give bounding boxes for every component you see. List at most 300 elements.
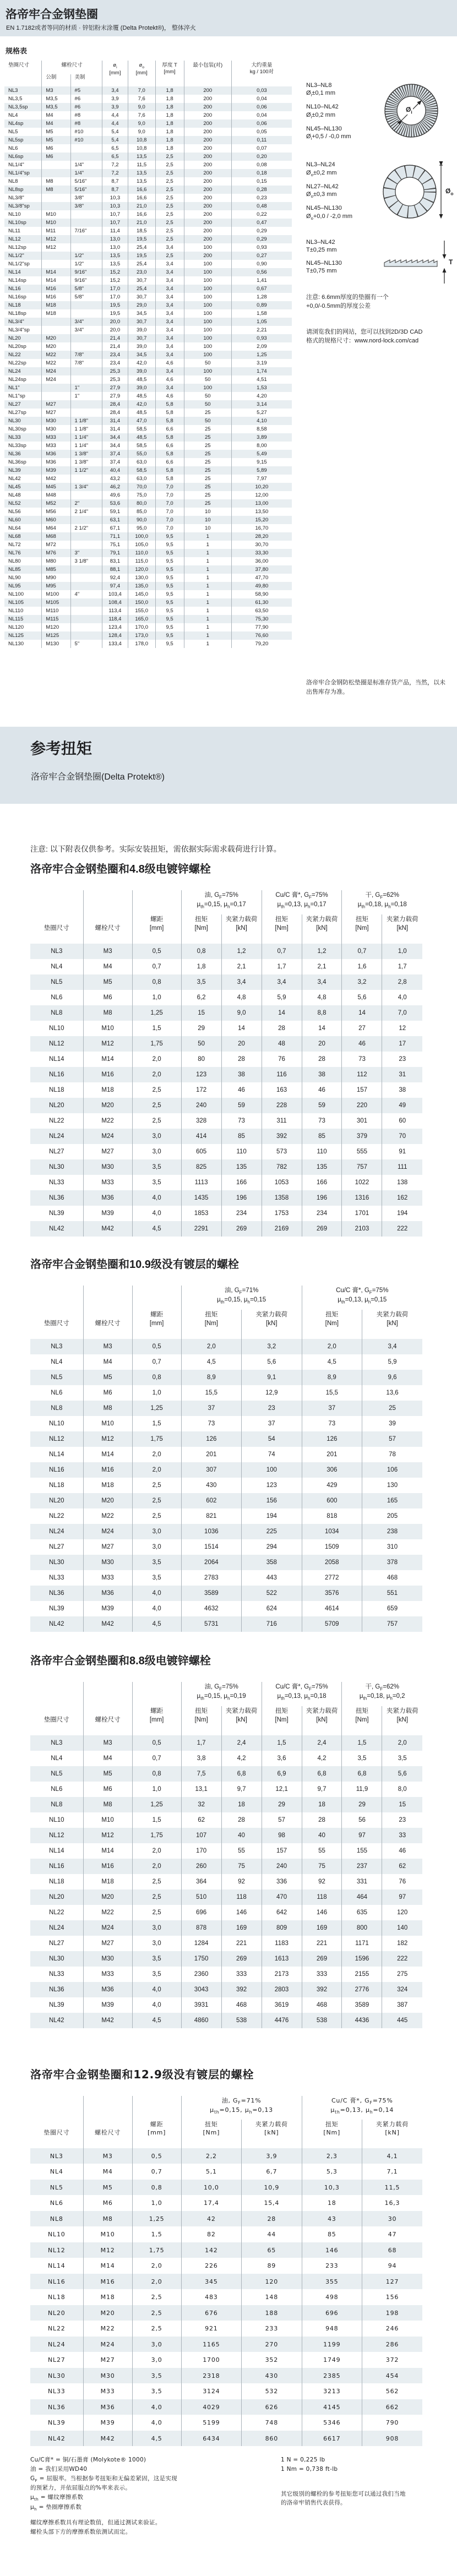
torque-table-cell: M30	[83, 1951, 132, 1967]
torque-table-cell: 2,8	[382, 974, 422, 990]
spec-table-cell	[70, 598, 102, 607]
torque-table-cell: 3,0	[132, 1144, 181, 1159]
torque-table-cell: 221	[302, 1936, 342, 1951]
spec-table-cell: NL95	[8, 582, 21, 589]
spec-table-cell: 5,8	[155, 433, 184, 442]
spec-table-cell: 70,0	[128, 483, 155, 491]
torque-table-cell: M5	[83, 1766, 132, 1782]
torque-table-cell: 2,5	[132, 2305, 181, 2321]
spec-table-cell: NL27sp	[8, 409, 26, 416]
torque-table-cell: 659	[362, 1601, 422, 1616]
spec-table-cell: 9,5	[155, 623, 184, 631]
torque-table-cell: 48	[262, 1036, 302, 1052]
torque-table-cell: 2169	[262, 1221, 302, 1237]
torque-table-cell: 908	[362, 2431, 422, 2447]
torque-table-cell: 237	[342, 1859, 382, 1874]
torque-table-cell: 169	[221, 1920, 262, 1936]
spec-table-cell: NL14sp	[8, 277, 26, 284]
torque-table-cell: NL16	[48, 2278, 66, 2285]
torque-table-cell: 59	[302, 1098, 342, 1113]
spec-table-cell: 1,8	[155, 95, 184, 103]
torque-table-cell: 123	[242, 1478, 302, 1493]
torque-table-cell: 0,7	[262, 944, 302, 959]
torque-table-cell: 11,5	[362, 2180, 422, 2196]
spec-table-cell: 3"	[70, 549, 102, 557]
torque-sub-header: 夹紧力载荷 [kN]	[242, 1310, 302, 1339]
spec-table-cell	[70, 375, 102, 384]
torque-table-cell: 3,2	[342, 974, 382, 990]
spec-table-cell: 7,0	[155, 516, 184, 524]
spec-table-cell: 30,7	[128, 334, 155, 342]
torque-table-cell: 748	[242, 2415, 302, 2431]
torque-table-cell: 98	[262, 1828, 302, 1843]
spec-table-cell: 103,4	[102, 590, 128, 598]
spec-table-cell: NL1/4"sp	[8, 170, 30, 176]
torque-table-cell: 1,75	[132, 1431, 181, 1447]
torque-table-row	[30, 1206, 422, 1221]
spec-table-cell: 9,5	[155, 549, 184, 557]
torque-table-cell: 790	[362, 2415, 422, 2431]
torque-table-cell: M4	[83, 2164, 132, 2180]
torque-table-title: 洛帝牢合金钢垫圈和8.8级电镀锌螺栓	[30, 1655, 211, 1667]
outer-diameter-tolerances: NL3–NL24 $Ø_o\pm 0,2$ mm NL27–NL42 $Ø_o\pm 0,3$ mm NL45–NL130 $Ø_o+0,0 / -2,0$ mm	[306, 161, 353, 221]
torque-table-cell: M4	[83, 959, 132, 974]
page-title: 洛帝牢合金钢垫圈	[6, 8, 98, 21]
spec-table-cell: 200	[184, 202, 231, 210]
spec-table-cell: NL6sp	[8, 153, 24, 160]
torque-group-header: 油, $G_F=71\%$ $\mu_{th}=0,15$, $\mu_h=0,13$	[181, 2096, 302, 2120]
torque-table-cell: M30	[83, 1555, 132, 1570]
torque-table	[30, 2096, 422, 2446]
spec-table-cell: M16	[42, 285, 70, 293]
torque-table-cell: 3589	[181, 1586, 241, 1601]
spec-table-cell: 3,9	[102, 103, 128, 111]
spec-table-cell: 3,19	[231, 359, 292, 367]
spec-table-row	[4, 86, 292, 95]
torque-table-cell: 430	[242, 2368, 302, 2384]
spec-table-cell: NL85	[8, 566, 21, 573]
torque-table-cell: 4,5	[132, 2431, 181, 2447]
spec-table-cell: M120	[42, 623, 70, 631]
thickness-dim-label: T	[449, 258, 453, 266]
torque-table-cell: 97	[342, 1828, 382, 1843]
torque-table-cell: 716	[242, 1616, 302, 1632]
spec-table-cell: 34,5	[128, 351, 155, 359]
spec-table-cell: 200	[184, 227, 231, 235]
spec-table-cell: 5,49	[231, 450, 292, 458]
torque-table-cell: 142	[181, 2242, 241, 2258]
spec-table-cell: 0,29	[231, 227, 292, 235]
torque-table-cell: 75	[302, 1859, 342, 1874]
torque-table-cell: NL16	[49, 1863, 64, 1870]
torque-column-header: 螺距 [mm]	[132, 2096, 181, 2148]
torque-table-cell: 2,0	[132, 1447, 181, 1462]
torque-table-cell: 18	[302, 1797, 342, 1812]
spec-table-cell: 3,9	[102, 95, 128, 103]
torque-table-cell: 4,0	[132, 1601, 181, 1616]
spec-table-cell: 13,5	[128, 177, 155, 186]
torque-table-cell: 76	[262, 1052, 302, 1067]
header-band	[0, 0, 457, 36]
col-header-inner-diameter: $ø_i$ [mm]	[102, 61, 128, 86]
torque-table-cell: M10	[83, 2226, 132, 2242]
spec-table-cell: 1 1/8"	[70, 417, 102, 425]
spec-table-cell: M8	[42, 177, 70, 186]
spec-table-row	[4, 450, 292, 458]
spec-table-cell	[70, 334, 102, 342]
torque-table-cell: NL12	[49, 1041, 64, 1048]
spec-table-cell: 165,0	[128, 615, 155, 623]
torque-table-cell: 8,9	[302, 1370, 362, 1385]
torque-table-cell: 80	[181, 1052, 221, 1067]
torque-table-cell: 1034	[302, 1524, 362, 1539]
torque-table-cell: 3,5	[132, 1951, 181, 1967]
spec-table-row	[4, 582, 292, 590]
torque-table-row	[30, 1601, 422, 1616]
torque-column-header: 垫圈尺寸	[43, 2129, 70, 2136]
spec-table-cell: M45	[42, 483, 70, 491]
spec-table-cell: 1	[184, 615, 231, 623]
torque-table-cell: 49	[382, 1098, 422, 1113]
spec-table-cell: NL45	[8, 483, 21, 490]
torque-table-cell: 1700	[181, 2352, 241, 2368]
torque-table-cell: 15,5	[181, 1385, 241, 1401]
torque-table-cell: 23	[382, 1052, 422, 1067]
torque-table-row	[30, 1098, 422, 1113]
torque-table-cell: 59	[221, 1098, 262, 1113]
spec-table-cell: 10,7	[102, 210, 128, 219]
spec-table-row	[4, 508, 292, 516]
torque-table-cell: 4860	[181, 2013, 221, 2028]
spec-table-cell: 10	[184, 516, 231, 524]
torque-table-cell: 324	[382, 1982, 422, 1997]
torque-table-cell: 468	[362, 1570, 422, 1586]
spec-table-cell: 25	[184, 458, 231, 466]
spec-table-row	[4, 524, 292, 532]
torque-table-cell: M12	[83, 1431, 132, 1447]
torque-table-cell: 126	[181, 1431, 241, 1447]
torque-table-cell: 1316	[342, 1190, 382, 1206]
torque-table-cell: NL36	[49, 1195, 64, 1202]
torque-table-cell: 68	[362, 2242, 422, 2258]
spec-table-cell: 19,5	[128, 235, 155, 243]
spec-table-cell: 7,0	[155, 491, 184, 499]
torque-table-cell: 468	[302, 1997, 342, 2013]
spec-table-cell: 13,5	[128, 153, 155, 161]
spec-table-cell	[70, 582, 102, 590]
torque-table-cell: 60	[382, 1113, 422, 1129]
torque-table-cell: NL14	[48, 2262, 66, 2270]
spec-table-cell: 100	[184, 268, 231, 276]
spec-table-row	[4, 458, 292, 466]
spec-table-cell: 30,7	[128, 293, 155, 301]
torque-table-cell: NL10	[49, 1420, 64, 1428]
torque-table-cell: M33	[83, 1570, 132, 1586]
torque-table-cell: M24	[83, 1920, 132, 1936]
spec-table-cell: 42,0	[128, 359, 155, 367]
spec-table-cell: 48,5	[128, 392, 155, 400]
spec-table-row	[4, 400, 292, 409]
spec-table-cell: 31,4	[102, 417, 128, 425]
spec-table-cell: 5,8	[155, 466, 184, 475]
torque-table-cell: 4,1	[362, 2148, 422, 2164]
spec-table-cell: NL68	[8, 533, 21, 540]
torque-table-row	[30, 1159, 422, 1175]
torque-table-row	[30, 1385, 422, 1401]
torque-group-header: 油, $G_F=75\%$ $\mu_{th}=0,15$, $\mu_h=0,19$	[181, 1682, 262, 1706]
torque-table-cell: 6617	[302, 2431, 362, 2447]
spec-table-cell	[70, 631, 102, 640]
torque-table-cell: 37	[242, 1416, 302, 1431]
spec-table-cell: 200	[184, 86, 231, 95]
torque-table-cell: 3,5	[132, 1175, 181, 1190]
torque-table-cell: 4,8	[302, 990, 342, 1005]
spec-table-cell: NL20	[8, 335, 21, 341]
torque-table-cell: 2,0	[382, 1735, 422, 1751]
spec-table-cell: 10	[184, 508, 231, 516]
torque-table-cell: 70	[382, 1129, 422, 1144]
torque-table-cell: 28	[221, 1812, 262, 1828]
spec-table-cell: 1,74	[231, 367, 292, 375]
spec-table-cell: 1 3/8"	[70, 450, 102, 458]
torque-table-cell: 2,0	[132, 1859, 181, 1874]
spec-table-cell: NL3/4"sp	[8, 326, 30, 333]
spec-table-cell: M76	[42, 549, 70, 557]
torque-table-cell: 538	[302, 2013, 342, 2028]
spec-table-cell: M80	[42, 557, 70, 565]
torque-table-cell: 225	[242, 1524, 302, 1539]
torque-table-cell: 4614	[302, 1601, 362, 1616]
spec-table-cell: 0,27	[231, 252, 292, 260]
spec-table-cell: 145,0	[128, 590, 155, 598]
torque-table-cell: 3043	[181, 1982, 221, 1997]
torque-table-cell: M22	[83, 1113, 132, 1129]
spec-table-cell: M27	[42, 400, 70, 409]
torque-table-cell: M27	[83, 1144, 132, 1159]
spec-table-cell: M105	[42, 598, 70, 607]
spec-table-cell: NL80	[8, 558, 21, 564]
torque-table-row	[30, 2211, 422, 2227]
torque-table-cell: M20	[83, 2305, 132, 2321]
torque-table-cell: 310	[362, 1539, 422, 1555]
torque-table-cell: 38	[302, 1067, 342, 1082]
torque-table-row	[30, 1416, 422, 1431]
spec-table-cell: 30,7	[128, 318, 155, 326]
spec-table-cell: 115,0	[128, 557, 155, 565]
spec-table-cell: 1,58	[231, 309, 292, 318]
torque-table-cell: NL24	[49, 1528, 64, 1535]
spec-table-cell: 3/4"	[70, 326, 102, 334]
torque-table-cell: 130	[362, 1478, 422, 1493]
torque-table-cell: 3124	[181, 2383, 241, 2399]
spec-table-cell: 29,0	[128, 301, 155, 309]
torque-table-cell: M18	[83, 1478, 132, 1493]
spec-table-cell: 4"	[70, 590, 102, 598]
torque-table-cell: 17,4	[181, 2195, 241, 2211]
torque-table-cell: M10	[83, 1416, 132, 1431]
torque-table-cell: 62	[181, 1812, 221, 1828]
spec-table-cell: 9,15	[231, 458, 292, 466]
torque-table-cell: 782	[262, 1159, 302, 1175]
torque-column-header: 螺距 [mm]	[132, 1682, 181, 1735]
spec-table-cell: 39,0	[128, 367, 155, 375]
torque-table-cell: 10,0	[181, 2180, 241, 2196]
spec-table-cell: NL36sp	[8, 459, 26, 465]
spec-table-cell	[70, 342, 102, 351]
torque-table-cell: 1199	[302, 2337, 362, 2352]
spec-table-row	[4, 342, 292, 351]
torque-table-cell: NL27	[49, 1544, 64, 1551]
torque-table-cell: 246	[362, 2321, 422, 2337]
torque-table-cell: M10	[83, 1812, 132, 1828]
torque-table-cell: NL27	[49, 1940, 64, 1947]
torque-table-cell: 2,5	[132, 1905, 181, 1920]
torque-table-cell: NL3	[50, 2152, 63, 2160]
torque-table-cell: 1435	[181, 1190, 221, 1206]
spec-table-cell: NL52	[8, 500, 21, 507]
spec-table-cell: 7,0	[155, 483, 184, 491]
torque-table-cell: 3213	[302, 2383, 362, 2399]
torque-table-cell: M3	[83, 1339, 132, 1354]
outer-diameter-diagram-block	[306, 161, 454, 226]
torque-table-cell: 1,25	[132, 1797, 181, 1812]
torque-table-cell: 57	[362, 1431, 422, 1447]
torque-table-cell: M10	[83, 1021, 132, 1036]
spec-table-cell	[70, 301, 102, 309]
torque-table-cell: M3	[83, 1735, 132, 1751]
spec-table-cell: 27,9	[102, 392, 128, 400]
torque-table-cell: 624	[242, 1601, 302, 1616]
spec-table-cell	[70, 491, 102, 499]
spec-table-cell: 77,90	[231, 623, 292, 631]
torque-table-cell: 2,4	[221, 1735, 262, 1751]
spec-table-cell: 5/16"	[70, 186, 102, 194]
torque-table-cell: 301	[342, 1113, 382, 1129]
torque-table-cell: 1,5	[262, 1735, 302, 1751]
torque-group-header: 干, $G_F=62\%$ $\mu_{th}=0,18$, $\mu_h=0,2$	[342, 1682, 422, 1706]
torque-table-cell: 372	[362, 2352, 422, 2368]
torque-table-cell: 1,25	[132, 1401, 181, 1416]
spec-table-cell	[70, 210, 102, 219]
spec-table-cell: 1/4"	[70, 161, 102, 169]
torque-table-cell: 4,0	[132, 2415, 181, 2431]
torque-table-cell: 14	[342, 1005, 382, 1021]
torque-table-cell: M42	[83, 1616, 132, 1632]
spec-table-cell: 39,0	[128, 384, 155, 392]
spec-table-cell	[70, 623, 102, 631]
torque-table-cell: 5,6	[342, 990, 382, 1005]
spec-table-cell: M20	[42, 334, 70, 342]
spec-table-cell: 2,5	[155, 252, 184, 260]
spec-table-cell: 2,5	[155, 169, 184, 177]
spec-table-cell: 200	[184, 177, 231, 186]
torque-table-block-10-9	[30, 1255, 422, 1632]
spec-table-cell: 2"	[70, 499, 102, 508]
cad-link[interactable]: www.nord-lock.com/cad	[355, 337, 419, 345]
col-header-min-pack: 最小包装(对)	[184, 61, 231, 86]
spec-table-cell	[42, 161, 70, 169]
spec-table-row	[4, 557, 292, 565]
spec-table-cell: NL48	[8, 492, 21, 498]
spec-table-cell: 0,20	[231, 153, 292, 161]
torque-table-cell: 2,5	[132, 1113, 181, 1129]
spec-table-cell: NL16	[8, 285, 21, 292]
torque-table-cell: M36	[83, 2399, 132, 2415]
spec-table-cell: M3,5	[42, 95, 70, 103]
spec-table-cell: NL33	[8, 434, 21, 440]
spec-table-cell: 13,0	[102, 243, 128, 252]
spec-table-cell: M3	[42, 86, 70, 95]
spec-table-cell: NL24sp	[8, 376, 26, 383]
torque-table-cell: 6434	[181, 2431, 241, 2447]
torque-table-cell: 6,8	[221, 1766, 262, 1782]
spec-table-cell: 19,5	[128, 252, 155, 260]
spec-table-cell: 2,5	[155, 177, 184, 186]
torque-table-cell: 498	[302, 2289, 362, 2305]
spec-table-cell: 34,4	[102, 442, 128, 450]
torque-table-cell: 50	[181, 1036, 221, 1052]
spec-table-cell: 2 1/4"	[70, 508, 102, 516]
torque-table	[30, 1286, 422, 1632]
torque-table-cell: 233	[302, 2258, 362, 2274]
spec-table-cell: 27,9	[102, 384, 128, 392]
torque-table-row	[30, 1190, 422, 1206]
torque-table-cell: 818	[302, 1508, 362, 1524]
torque-table-cell: 0,5	[132, 1735, 181, 1751]
torque-sub-header: 扭矩 [Nm]	[181, 2120, 241, 2148]
spec-table-cell: 1	[184, 541, 231, 549]
col-header-imperial: 美制	[70, 74, 102, 86]
spec-table-cell: 1,28	[231, 293, 292, 301]
torque-table-cell: M27	[83, 1936, 132, 1951]
spec-table-cell: 25,3	[102, 375, 128, 384]
spec-table-cell: 10,7	[102, 219, 128, 227]
torque-table-cell: NL20	[49, 1894, 64, 1901]
spec-table-cell: M85	[42, 565, 70, 574]
spec-table-cell: M12	[42, 243, 70, 252]
spec-table-cell: 3,4	[155, 326, 184, 334]
torque-table-cell: 1509	[302, 1539, 362, 1555]
spec-table-cell: 53,6	[102, 499, 128, 508]
spec-table-cell: 6,6	[155, 425, 184, 433]
spec-table-cell: 40,4	[102, 466, 128, 475]
spec-table-cell: M115	[42, 615, 70, 623]
torque-table-row	[30, 1905, 422, 1920]
spec-table-cell: 13,50	[231, 508, 292, 516]
spec-table-row	[4, 442, 292, 450]
spec-table-cell: M10	[42, 219, 70, 227]
torque-table-cell: 27	[342, 1021, 382, 1036]
spec-table-cell	[70, 219, 102, 227]
torque-table-cell: 15,4	[242, 2195, 302, 2211]
torque-table-row	[30, 2399, 422, 2415]
torque-table-row	[30, 1555, 422, 1570]
torque-table-cell: 800	[342, 1920, 382, 1936]
torque-table-cell: 91	[382, 1144, 422, 1159]
torque-table-cell: 642	[262, 1905, 302, 1920]
torque-table-cell: 1,5	[132, 1021, 181, 1036]
spec-table-row	[4, 136, 292, 144]
spec-table-cell: 7,97	[231, 475, 292, 483]
spec-table-cell	[70, 532, 102, 541]
torque-notice: 注意: 以下附表仅供参考。实际安装扭矩，需依据实际需求载荷进行计算。	[30, 845, 281, 853]
spec-table-cell: 25	[184, 433, 231, 442]
spec-table-cell: 2,5	[155, 202, 184, 210]
torque-table-row	[30, 1175, 422, 1190]
spec-table-cell	[70, 607, 102, 615]
torque-table-cell: 2058	[302, 1555, 362, 1570]
spec-table-cell: 16,6	[128, 194, 155, 202]
